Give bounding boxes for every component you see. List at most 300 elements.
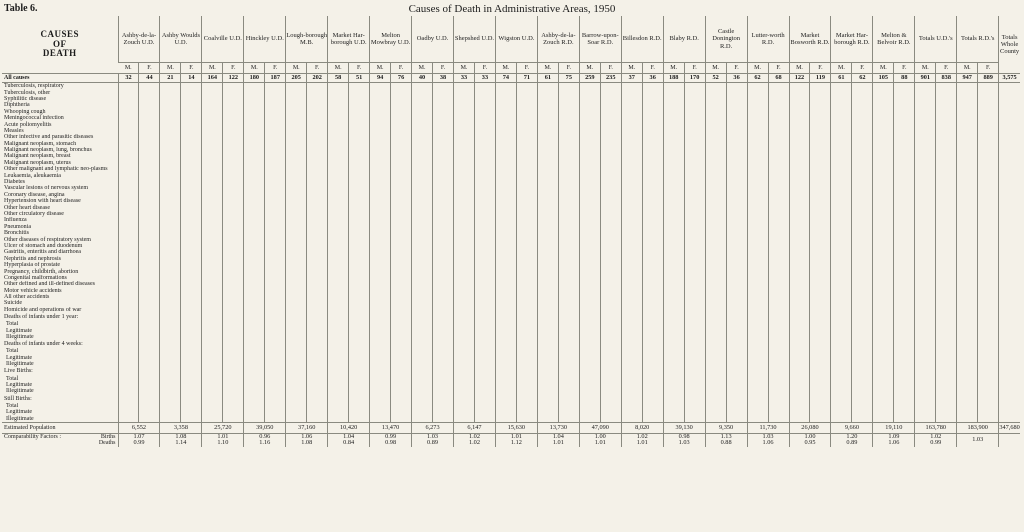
table-cell: [705, 415, 726, 422]
table-cell: [265, 313, 286, 321]
table-cell: [412, 83, 433, 90]
table-cell: 164: [202, 74, 223, 83]
table-cell: [370, 340, 391, 348]
table-cell: [160, 340, 181, 348]
table-cell: [915, 340, 936, 348]
row-label: Coronary disease, angina: [4, 191, 65, 198]
table-cell: [412, 415, 433, 422]
table-cell: [768, 340, 789, 348]
table-cell: [328, 83, 349, 90]
table-cell: 889: [978, 74, 999, 83]
table-cell: [873, 340, 894, 348]
births-factor: 1.02: [468, 433, 480, 440]
table-cell: [495, 340, 516, 348]
table-cell: 40: [412, 74, 433, 83]
table-cell: 71: [516, 74, 537, 83]
cause-header-word: OF: [53, 38, 67, 49]
table-cell: 105: [873, 74, 894, 83]
births-factor: 1.20: [846, 433, 858, 440]
births-factor: 0.96: [259, 433, 271, 440]
table-cell: [642, 83, 663, 90]
table-cell: [286, 313, 307, 321]
table-cell: [810, 340, 831, 348]
area-header: Ashby-de-la-Zouch R.D.: [537, 16, 579, 63]
comparability-cell: [663, 433, 705, 447]
births-factor: 1.03: [762, 433, 774, 440]
row-label: Pregnancy, childbirth, abortion: [4, 268, 79, 275]
row-label: Hyperplasia of prostate: [4, 262, 60, 269]
table-cell: [873, 367, 894, 375]
row-label: Legitimate: [6, 327, 32, 334]
area-header: Market Har-borough R.D.: [831, 16, 873, 63]
comparability-cell: [999, 433, 1020, 447]
table-cell: [894, 395, 915, 403]
table-cell: 32: [118, 74, 139, 83]
male-header: M.: [454, 63, 475, 74]
table-cell: [936, 83, 957, 90]
female-header: F.: [516, 63, 537, 74]
table-cell: 88: [894, 74, 915, 83]
table-cell: [516, 313, 537, 321]
male-header: M.: [370, 63, 391, 74]
table-cell: [370, 395, 391, 403]
table-cell: [181, 367, 202, 375]
table-cell: 14: [181, 74, 202, 83]
table-cell: [495, 313, 516, 321]
deaths-factor: 1.01: [636, 439, 648, 447]
area-header: Market Bosworth R.D.: [789, 16, 831, 63]
table-cell: 10,420: [328, 422, 370, 433]
table-cell: 11,730: [747, 422, 789, 433]
table-cell: [433, 415, 454, 422]
table-cell: 122: [789, 74, 810, 83]
area-header: Market Har-borough U.D.: [328, 16, 370, 63]
table-cell: [978, 313, 999, 321]
table-cell: [537, 340, 558, 348]
table-cell: [412, 395, 433, 403]
table-cell: [831, 340, 852, 348]
male-header: M.: [495, 63, 516, 74]
table-cell: [705, 83, 726, 90]
comparability-cell: [621, 433, 663, 447]
table-cell: [558, 83, 579, 90]
comparability-kinds: [99, 434, 118, 446]
table-cell: [265, 367, 286, 375]
table-cell: [936, 395, 957, 403]
row-label: [2, 433, 118, 447]
area-header: Lutter-worth R.D.: [747, 16, 789, 63]
table-cell: [118, 83, 139, 90]
table-cell: [265, 415, 286, 422]
births-factor: 1.00: [594, 433, 606, 440]
table-cell: [768, 83, 789, 90]
row-label: Still Births:: [4, 395, 32, 402]
male-header: M.: [328, 63, 349, 74]
row-label: Hypertension with heart disease: [4, 198, 81, 205]
table-cell: [433, 83, 454, 90]
table-cell: [160, 367, 181, 375]
births-factor: 1.04: [552, 433, 564, 440]
row-label: Total: [6, 402, 19, 409]
table-cell: [202, 340, 223, 348]
table-cell: [579, 83, 600, 90]
table-cell: [244, 415, 265, 422]
table-cell: [726, 415, 747, 422]
table-cell: [789, 83, 810, 90]
table-cell: [370, 415, 391, 422]
table-cell: [957, 340, 978, 348]
table-cell: [202, 367, 223, 375]
row-label: Motor vehicle accidents: [4, 287, 62, 294]
table-cell: [873, 395, 894, 403]
table-cell: [537, 415, 558, 422]
table-cell: [223, 340, 244, 348]
area-header: Melton & Belvoir R.D.: [873, 16, 915, 63]
table-cell: [810, 83, 831, 90]
section-row: [2, 313, 1020, 321]
deaths-factor: 1.01: [594, 439, 606, 447]
table-cell: 37: [621, 74, 642, 83]
row-label: Congenital malformations: [4, 274, 67, 281]
area-header: Totals U.D.'s: [915, 16, 957, 63]
table-cell: [663, 395, 684, 403]
female-header: F.: [307, 63, 328, 74]
table-cell: [663, 340, 684, 348]
table-cell: [747, 313, 768, 321]
table-cell: [328, 313, 349, 321]
table-cell: [642, 313, 663, 321]
sex-header-row: [2, 63, 1020, 74]
female-header: F.: [768, 63, 789, 74]
table-cell: [936, 415, 957, 422]
table-cell: [118, 415, 139, 422]
table-cell: [684, 340, 705, 348]
table-cell: 259: [579, 74, 600, 83]
female-header: F.: [558, 63, 579, 74]
table-cell: [391, 313, 412, 321]
table-cell: 33: [454, 74, 475, 83]
table-cell: 9,660: [831, 422, 873, 433]
table-cell: [747, 415, 768, 422]
row-label: Malignant neoplasm, breast: [4, 153, 71, 160]
table-cell: [831, 395, 852, 403]
table-cell: [579, 367, 600, 375]
table-cell: [537, 83, 558, 90]
table-cell: [286, 83, 307, 90]
table-cell: [873, 415, 894, 422]
comparability-cell: [957, 433, 999, 447]
table-cell: [747, 367, 768, 375]
row-label: Illegitimate: [6, 334, 34, 341]
deaths-factor: 0.89: [846, 439, 858, 447]
table-cell: [726, 395, 747, 403]
table-cell: [118, 367, 139, 375]
table-cell: [391, 395, 412, 403]
causes-of-death-table: [2, 16, 1020, 447]
table-cell: 25,720: [202, 422, 244, 433]
table-cell: [621, 83, 642, 90]
table-cell: [537, 313, 558, 321]
births-factor: 1.09: [888, 433, 900, 440]
table-cell: [789, 367, 810, 375]
row-label: Total: [6, 321, 19, 328]
comparability-cell: [412, 433, 454, 447]
row-label: Leukaemia, aleukaemia: [4, 172, 61, 179]
deaths-factor: 0.98: [385, 439, 397, 447]
table-cell: 13,730: [537, 422, 579, 433]
table-cell: 52: [705, 74, 726, 83]
table-cell: [412, 340, 433, 348]
table-cell: [957, 395, 978, 403]
table-cell: [139, 340, 160, 348]
row-label: Malignant neoplasm, uterus: [4, 159, 71, 166]
table-cell: [370, 367, 391, 375]
cause-header-word: CAUSES: [40, 28, 79, 39]
table-cell: [454, 340, 475, 348]
table-cell: [705, 340, 726, 348]
deaths-factor: 0.89: [427, 439, 439, 447]
row-label: Ulcer of stomach and duodenum: [4, 242, 83, 249]
deaths-factor: 0.88: [720, 439, 732, 447]
table-cell: [474, 367, 495, 375]
female-header: F.: [265, 63, 286, 74]
table-cell: [621, 340, 642, 348]
row-label: Syphilitic disease: [4, 95, 47, 102]
comparability-cell: [915, 433, 957, 447]
table-cell: [642, 367, 663, 375]
table-cell: [328, 367, 349, 375]
deaths-factor: 1.06: [762, 439, 774, 447]
table-cell: 33: [474, 74, 495, 83]
table-cell: [474, 340, 495, 348]
table-cell: [621, 367, 642, 375]
area-header: Ashby Woulds U.D.: [160, 16, 202, 63]
table-cell: 947: [957, 74, 978, 83]
table-cell: [349, 415, 370, 422]
births-factor: 1.00: [804, 433, 816, 440]
comparability-cell: [579, 433, 621, 447]
section-row: [2, 340, 1020, 348]
cause-header-word: DEATH: [42, 48, 77, 59]
area-header-row: [2, 16, 1020, 63]
table-cell: 94: [370, 74, 391, 83]
comparability-kind: Deaths: [98, 440, 116, 447]
table-cell: [894, 83, 915, 90]
deaths-factor: 1.06: [888, 439, 900, 447]
table-cell: [663, 313, 684, 321]
table-cell: [957, 313, 978, 321]
area-header: Wigston U.D.: [495, 16, 537, 63]
row-label: Gastritis, enteritis and diarrhoea: [4, 249, 81, 256]
comparability-cell: [495, 433, 537, 447]
table-cell: [370, 313, 391, 321]
table-cell: [978, 395, 999, 403]
row-label: Measles: [4, 127, 24, 134]
table-cell: [181, 395, 202, 403]
male-header: M.: [286, 63, 307, 74]
male-header: M.: [579, 63, 600, 74]
table-cell: [999, 313, 1020, 321]
table-cell: [852, 313, 873, 321]
population-row: [2, 422, 1020, 433]
deaths-factor: 1.14: [175, 439, 187, 447]
table-cell: [286, 415, 307, 422]
table-cell: 36: [726, 74, 747, 83]
table-cell: [684, 313, 705, 321]
table-cell: [831, 83, 852, 90]
table-cell: [558, 395, 579, 403]
area-header: Billesdon R.D.: [621, 16, 663, 63]
table-cell: [181, 313, 202, 321]
table-cell: [579, 395, 600, 403]
table-cell: 39,050: [244, 422, 286, 433]
table-cell: [558, 367, 579, 375]
table-cell: [558, 415, 579, 422]
table-cell: [831, 313, 852, 321]
table-cell: [139, 395, 160, 403]
row-label: Other defined and ill-defined diseases: [4, 281, 95, 288]
comparability-cell: [831, 433, 873, 447]
deaths-factor: 1.16: [259, 439, 271, 447]
female-header: F.: [349, 63, 370, 74]
births-factor: 0.98: [678, 433, 690, 440]
table-cell: [684, 83, 705, 90]
table-cell: [999, 395, 1020, 403]
table-cell: [307, 395, 328, 403]
table-cell: [663, 83, 684, 90]
table-cell: [202, 395, 223, 403]
male-header: M.: [160, 63, 181, 74]
female-header: F.: [181, 63, 202, 74]
births-factor: 1.13: [720, 433, 732, 440]
table-cell: [999, 83, 1020, 90]
female-header: F.: [223, 63, 244, 74]
table-cell: [978, 367, 999, 375]
table-cell: [810, 415, 831, 422]
table-cell: [936, 313, 957, 321]
table-cell: [768, 395, 789, 403]
row-label: Influenza: [4, 217, 27, 224]
comparability-row: [2, 433, 1020, 447]
row-label: Illegitimate: [6, 388, 34, 395]
table-cell: [160, 83, 181, 90]
table-cell: [726, 83, 747, 90]
table-cell: 44: [139, 74, 160, 83]
table-cell: [978, 415, 999, 422]
table-cell: [852, 395, 873, 403]
table-cell: [936, 367, 957, 375]
table-cell: 58: [328, 74, 349, 83]
table-cell: [957, 415, 978, 422]
row-label: Vascular lesions of nervous system: [4, 185, 88, 192]
table-cell: [391, 83, 412, 90]
row-label: Acute poliomyelitis: [4, 121, 52, 128]
table-cell: [999, 415, 1020, 422]
comparability-cell: [454, 433, 496, 447]
table-cell: 76: [391, 74, 412, 83]
row-label: Tuberculosis, respiratory: [4, 83, 64, 90]
table-cell: [915, 415, 936, 422]
area-header: Castle Donington R.D.: [705, 16, 747, 63]
births-factor: 1.04: [343, 433, 355, 440]
table-cell: [810, 313, 831, 321]
table-cell: 187: [265, 74, 286, 83]
comparability-kind: Births: [100, 434, 116, 441]
table-cell: [118, 395, 139, 403]
births-factor: 1.03: [427, 433, 439, 440]
table-cell: [768, 415, 789, 422]
table-cell: [433, 340, 454, 348]
table-cell: [642, 395, 663, 403]
male-header: M.: [873, 63, 894, 74]
table-cell: 838: [936, 74, 957, 83]
area-header: Ashby-de-la-Zouch U.D.: [118, 16, 160, 63]
table-cell: [768, 313, 789, 321]
table-cell: [412, 367, 433, 375]
table-cell: [433, 367, 454, 375]
table-cell: [852, 83, 873, 90]
table-cell: [600, 415, 621, 422]
table-cell: 15,630: [495, 422, 537, 433]
table-cell: [223, 395, 244, 403]
table-cell: 61: [537, 74, 558, 83]
deaths-factor: 1.02: [468, 439, 480, 447]
table-cell: [558, 340, 579, 348]
table-cell: 74: [495, 74, 516, 83]
table-cell: 37,160: [286, 422, 328, 433]
row-label: Meningococcal infection: [4, 115, 64, 122]
table-row: [2, 83, 1020, 90]
male-header: M.: [202, 63, 223, 74]
table-cell: [978, 340, 999, 348]
table-cell: [328, 395, 349, 403]
table-cell: 21: [160, 74, 181, 83]
table-cell: [474, 313, 495, 321]
table-cell: [328, 340, 349, 348]
table-cell: [202, 83, 223, 90]
comparability-cell: [747, 433, 789, 447]
births-factor: 1.01: [510, 433, 522, 440]
table-cell: [621, 395, 642, 403]
row-label: Malignant neoplasm, lung, bronchus: [4, 147, 92, 154]
table-cell: [454, 415, 475, 422]
table-cell: [579, 340, 600, 348]
row-label: Legitimate: [6, 381, 32, 388]
row-label: Nephritis and nephrosis: [4, 255, 61, 262]
comparability-cell: [789, 433, 831, 447]
table-cell: [495, 415, 516, 422]
female-header: F.: [726, 63, 747, 74]
table-cell: [831, 367, 852, 375]
table-cell: [684, 367, 705, 375]
row-label: All other accidents: [4, 294, 50, 301]
table-cell: 202: [307, 74, 328, 83]
table-cell: 62: [852, 74, 873, 83]
table-cell: [600, 83, 621, 90]
table-cell: [181, 415, 202, 422]
table-cell: [412, 313, 433, 321]
table-cell: 19,110: [873, 422, 915, 433]
male-header: M.: [244, 63, 265, 74]
table-cell: [789, 313, 810, 321]
table-cell: [244, 313, 265, 321]
row-label: Legitimate: [6, 354, 32, 361]
table-cell: 901: [915, 74, 936, 83]
table-cell: 183,900: [957, 422, 999, 433]
table-cell: [118, 340, 139, 348]
table-cell: [454, 367, 475, 375]
table-cell: [852, 340, 873, 348]
